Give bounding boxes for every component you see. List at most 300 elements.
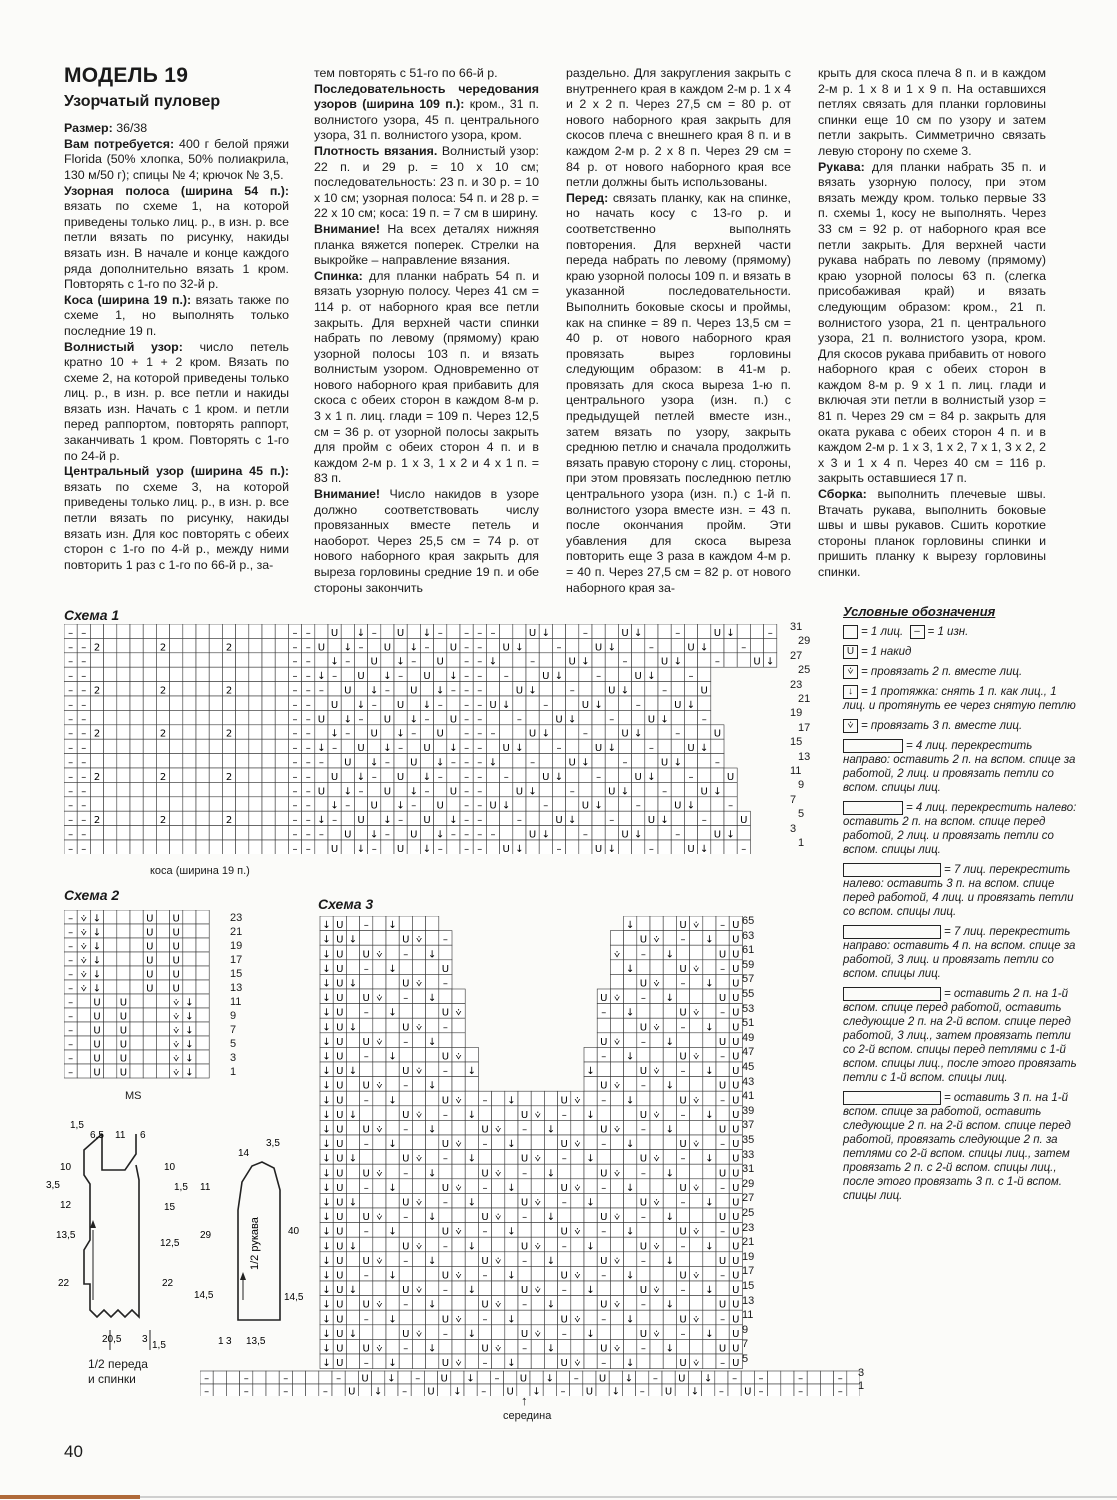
chart-symbol: ↓	[348, 1241, 358, 1253]
chart-symbol: –	[530, 656, 536, 668]
svg-text:3: 3	[226, 1336, 232, 1347]
chart-cell	[584, 1354, 597, 1369]
chart-cell	[452, 1106, 465, 1121]
chart-symbol: –	[635, 699, 641, 711]
chart-cell	[650, 1266, 663, 1281]
row-number: 5	[742, 1353, 749, 1365]
chart-symbol: –	[403, 1168, 409, 1180]
paragraph	[818, 487, 1046, 581]
chart-cell	[750, 638, 763, 652]
chart-cell	[156, 826, 169, 840]
chart-symbol: –	[363, 920, 369, 932]
chart-cell	[637, 916, 650, 931]
chart-cell	[650, 1354, 663, 1369]
chart-symbol: U	[402, 1022, 410, 1034]
chart-cell	[360, 974, 373, 989]
scheme-1-label: Схема 1	[64, 607, 120, 623]
chart-symbol: ↓	[541, 829, 550, 841]
chart-symbol: ⩒	[415, 1328, 423, 1340]
chart-cell	[249, 653, 262, 667]
chart-cell	[117, 653, 130, 667]
chart-symbol: ⩒	[495, 1124, 502, 1136]
chart-symbol: ⩒	[653, 1285, 660, 1297]
chart-cell	[703, 1077, 716, 1092]
chart-symbol: ⩒	[534, 1197, 541, 1209]
row-number: 17	[798, 721, 811, 734]
chart-cell	[486, 782, 499, 796]
chart-cell	[183, 710, 196, 724]
chart-cell	[531, 1135, 544, 1150]
chart-symbol: ⩒	[574, 1095, 581, 1107]
chart-symbol: U	[383, 714, 392, 726]
chart-symbol: –	[837, 1386, 843, 1396]
chart-cell	[592, 782, 605, 796]
chart-cell	[531, 1208, 544, 1223]
chart-symbol: –	[601, 1051, 607, 1063]
chart-symbol: ⩒	[376, 1168, 383, 1180]
chart-symbol: –	[292, 627, 298, 639]
chart-cell	[222, 667, 235, 681]
chart-cell	[412, 1354, 425, 1369]
chart-symbol: ↓	[626, 1139, 635, 1151]
chart-cell	[399, 960, 412, 975]
chart-cell	[624, 931, 637, 946]
chart-symbol: –	[561, 1241, 567, 1253]
chart-symbol: ↓	[383, 671, 392, 683]
chart-cell	[306, 1384, 319, 1396]
chart-symbol: U	[119, 1067, 128, 1079]
chart-cell	[434, 638, 447, 652]
chart-symbol: –	[305, 685, 311, 697]
legend-item-ssk: ↓ = 1 протяжка: снять 1 п. как лиц., 1 лиц. и протянуть ее через снятую петлю	[843, 686, 1076, 713]
chart-cell	[346, 1252, 359, 1267]
chart-symbol: ⩒	[534, 1241, 541, 1253]
chart-cell	[605, 754, 618, 768]
legend-item-knit-purl: = 1 лиц. – = 1 изн.	[843, 625, 1078, 639]
chart-symbol: –	[680, 1285, 686, 1297]
chart-cell	[505, 1164, 518, 1179]
chart-symbol: U	[679, 920, 687, 932]
chart-symbol: U	[93, 1011, 101, 1023]
chart-symbol: ↓	[568, 815, 577, 827]
chart-cell	[156, 980, 169, 994]
chart-symbol: U	[542, 771, 550, 783]
chart-cell	[275, 811, 288, 825]
chart-symbol: ⩒	[455, 1182, 462, 1194]
chart-symbol: ⩒	[653, 1153, 660, 1165]
chart-cell	[262, 739, 275, 753]
chart-cell	[650, 1091, 663, 1106]
row-number: 1	[230, 1066, 237, 1078]
chart-cell	[650, 1208, 663, 1223]
chart-symbol: –	[437, 771, 443, 783]
chart-cell	[249, 782, 262, 796]
chart-symbol: U	[608, 786, 616, 798]
chart-symbol: U	[336, 1080, 344, 1092]
chart-cell	[196, 782, 209, 796]
chart-cell	[183, 782, 196, 796]
chart-cell	[703, 1091, 716, 1106]
chart-symbol: –	[601, 1270, 607, 1282]
chart-cell	[684, 653, 697, 667]
chart-symbol: U	[718, 1212, 727, 1224]
chart-cell	[539, 638, 552, 652]
chart-cell	[662, 1371, 675, 1384]
chart-symbol: ↓	[185, 997, 194, 1009]
chart-cell	[399, 1047, 412, 1062]
chart-cell	[104, 653, 117, 667]
chart-cell	[209, 840, 222, 854]
legend-item-cross-4-right: = 4 лиц. перекрестить направо: оставить 2 п. на вспом. спице за работой, 2 лиц. и провязать петли со вспом. спицы лиц.	[843, 740, 1076, 795]
chart-symbol: ↓	[322, 1153, 331, 1165]
chart-cell	[368, 739, 381, 753]
chart-symbol: ⩒	[613, 1080, 621, 1092]
chart-cell	[90, 696, 103, 710]
chart-symbol: –	[720, 1007, 726, 1019]
chart-cell	[663, 1354, 676, 1369]
paragraph-text: для планки набрать 54 п. и вязать узорную полосу. Через 41 см = 114 р. от наборного края все петли закрыть. Для верхней части спинки набрать по левому (прямому) краю узорной полосы 103 п. и вязать волнистым узором. Одновременно от нового наборного края прибавить для скоса с обеих сторон в каждом 8-м р. 3 х 1 п. лиц. глади = 109 п. Через 12,5 см = 36 р. от узорной полосы закрыть для пройм с обеих сторон 4 п. и в каждом 2-м р. 1 х 3, 1 х 2 и 4 х 1 п. = 83 п.	[314, 268, 539, 486]
chart-cell	[373, 1325, 386, 1340]
chart-symbol: ⩒	[376, 1124, 383, 1136]
chart-cell	[399, 1091, 412, 1106]
chart-symbol: –	[481, 1386, 487, 1396]
chart-cell	[275, 710, 288, 724]
chart-cell	[407, 739, 420, 753]
chart-symbol: U	[489, 800, 497, 812]
chart-cell	[671, 811, 684, 825]
chart-symbol: –	[561, 1197, 567, 1209]
paragraph	[314, 487, 539, 596]
svg-text:20,5: 20,5	[102, 1334, 122, 1345]
chart-symbol: –	[601, 1182, 607, 1194]
chart-symbol: –	[411, 800, 417, 812]
chart-symbol: –	[720, 1182, 726, 1194]
chart-symbol: U	[402, 1197, 410, 1209]
chart-cell	[711, 840, 724, 854]
chart-cell	[447, 768, 460, 782]
chart-cell	[566, 624, 579, 638]
chart-symbol: ↓	[507, 1139, 516, 1151]
chart-cell	[584, 1135, 597, 1150]
cross-7-left-symbol-icon	[843, 863, 941, 877]
chart-cell	[262, 667, 275, 681]
chart-cell	[452, 1296, 465, 1311]
chart-symbol: –	[573, 1373, 579, 1385]
chart-cell	[624, 945, 637, 960]
chart-symbol: ↓	[322, 1007, 331, 1019]
chart-symbol: ↓	[626, 1226, 635, 1238]
chart-cell	[663, 1237, 676, 1252]
chart-cell	[420, 797, 433, 811]
chart-symbol: –	[714, 757, 720, 769]
chart-symbol: –	[363, 1270, 369, 1282]
chart-symbol: U	[449, 642, 458, 654]
chart-cell	[434, 710, 447, 724]
chart-symbol: U	[362, 1080, 370, 1092]
chart-cell	[156, 653, 169, 667]
chart-symbol: –	[490, 829, 496, 841]
chart-cell	[275, 826, 288, 840]
chart-cell	[518, 1091, 531, 1106]
chart-cell	[684, 624, 697, 638]
chart-symbol: ↓	[374, 1386, 383, 1396]
chart-cell	[183, 966, 196, 980]
chart-cell	[117, 966, 130, 980]
chart-cell	[703, 1339, 716, 1354]
chart-symbol: ⩒	[613, 949, 621, 961]
legend-item-cross-complex-2: = оставить 3 п. на 1-й вспом. спице за работой, оставить следующие 2 п. на 2-й вспом. спице перед работой, провязать следующие 2 п. за петлями со 2-й вспом. спицы лиц., затем провязать 2 п. с 2-й вспом. спицы лиц., после этого провязать 3 п. с 1-й вспом. спицы лиц.	[843, 1092, 1071, 1203]
chart-symbol: U	[336, 1358, 344, 1370]
chart-symbol: U	[481, 1212, 489, 1224]
chart-cell	[544, 1135, 557, 1150]
chart-symbol: –	[482, 1095, 488, 1107]
chart-symbol: ↓	[586, 1066, 595, 1078]
chart-cell	[610, 1193, 623, 1208]
legend-title: Условные обозначения	[843, 604, 996, 619]
chart-cell	[183, 811, 196, 825]
chart-cell	[690, 1018, 703, 1033]
chart-cell	[117, 624, 130, 638]
chart-symbol: –	[482, 1226, 488, 1238]
chart-symbol: U	[753, 656, 761, 668]
row-number: 23	[742, 1221, 755, 1234]
chart-cell	[292, 1371, 305, 1384]
chart-cell	[386, 1339, 399, 1354]
chart-symbol: ↓	[502, 800, 511, 812]
chart-cell	[346, 916, 359, 931]
chart-cell	[196, 754, 209, 768]
chart-symbol: ↓	[581, 757, 590, 769]
chart-cell	[426, 1193, 439, 1208]
chart-cell	[526, 667, 539, 681]
chart-symbol: ⩒	[376, 1343, 383, 1355]
chart-cell	[130, 638, 143, 652]
chart-cell	[703, 1296, 716, 1311]
chart-cell	[236, 710, 249, 724]
chart-cell	[236, 667, 249, 681]
chart-symbol: –	[522, 1299, 528, 1311]
chart-cell	[698, 797, 711, 811]
chart-cell	[130, 1036, 143, 1050]
chart-cell	[464, 1384, 477, 1396]
chart-cell	[196, 624, 209, 638]
chart-symbol: ↓	[705, 1328, 714, 1340]
chart-cell	[77, 1064, 90, 1078]
chart-symbol: U	[732, 949, 740, 961]
chart-cell	[676, 1033, 689, 1048]
paragraph-heading: Коса (ширина 19 п.):	[64, 292, 192, 307]
paragraph-heading: Узорная полоса (ширина 54 п.):	[64, 183, 289, 198]
chart-symbol: U	[713, 728, 722, 740]
chart-cell	[249, 840, 262, 854]
chart-cell	[426, 960, 439, 975]
chart-cell	[117, 638, 130, 652]
chart-symbol: U	[449, 714, 458, 726]
chart-symbol: U	[520, 1285, 529, 1297]
chart-cell	[544, 1325, 557, 1340]
chart-cell	[637, 1091, 650, 1106]
chart-symbol: –	[680, 1022, 686, 1034]
chart-cell	[117, 840, 130, 854]
chart-symbol: U	[679, 1051, 687, 1063]
chart-cell	[624, 1208, 637, 1223]
chart-cell	[597, 1325, 610, 1340]
chart-symbol: ↓	[322, 978, 331, 990]
chart-symbol: U	[732, 1036, 740, 1048]
chart-cell	[196, 638, 209, 652]
chart-symbol: ⩒	[693, 1182, 700, 1194]
chart-cell	[346, 1296, 359, 1311]
chart-cell	[420, 725, 433, 739]
chart-symbol: U	[146, 913, 154, 925]
chart-symbol: ↓	[428, 949, 437, 961]
paragraph-text: На всех деталях нижняя планка вяжется поперек. Стрелки на выкройке – направление вязания.	[314, 221, 539, 268]
chart-cell	[492, 1091, 505, 1106]
chart-cell	[465, 1120, 478, 1135]
chart-symbol: U	[555, 815, 563, 827]
chart-symbol: ↓	[626, 1358, 635, 1370]
chart-cell	[584, 1223, 597, 1238]
chart-cell	[90, 797, 103, 811]
chart-symbol: –	[81, 829, 87, 841]
chart-cell	[354, 682, 367, 696]
chart-cell	[373, 1281, 386, 1296]
chart-symbol: –	[543, 800, 549, 812]
chart-cell	[346, 1354, 359, 1369]
chart-symbol: ⩒	[376, 993, 383, 1005]
row-number: 21	[230, 926, 243, 938]
chart-cell	[663, 1106, 676, 1121]
chart-symbol: –	[720, 1095, 726, 1107]
chart-cell	[531, 1179, 544, 1194]
chart-symbol: ↓	[388, 1095, 397, 1107]
chart-symbol: –	[680, 1197, 686, 1209]
chart-cell	[407, 768, 420, 782]
chart-symbol: U	[732, 1285, 740, 1297]
chart-symbol: 2	[159, 642, 167, 654]
chart-cell	[130, 826, 143, 840]
chart-cell	[183, 924, 196, 938]
chart-cell	[183, 980, 196, 994]
chart-cell	[143, 624, 156, 638]
chart-symbol: U	[732, 1153, 740, 1165]
chart-cell	[500, 725, 513, 739]
chart-symbol: ↓	[322, 949, 331, 961]
chart-cell	[531, 1091, 544, 1106]
chart-symbol: U	[600, 1168, 608, 1180]
paragraph	[64, 340, 289, 465]
chart-cell	[610, 1237, 623, 1252]
chart-cell	[566, 797, 579, 811]
chart-cell	[711, 739, 724, 753]
chart-symbol: U	[336, 1241, 344, 1253]
svg-text:14,5: 14,5	[194, 1290, 214, 1301]
chart-symbol: ↓	[428, 1255, 437, 1267]
chart-cell	[505, 1106, 518, 1121]
chart-cell	[426, 1325, 439, 1340]
chart-cell	[341, 696, 354, 710]
chart-symbol: U	[330, 771, 339, 783]
chart-symbol: U	[560, 1095, 568, 1107]
chart-cell	[650, 1135, 663, 1150]
chart-cell	[439, 1252, 452, 1267]
chart-cell	[426, 1266, 439, 1281]
chart-symbol: ⩒	[415, 934, 423, 946]
chart-symbol: U	[436, 800, 444, 812]
chart-cell	[658, 696, 671, 710]
chart-symbol: ↓	[322, 1036, 331, 1048]
chart-cell	[262, 725, 275, 739]
chart-symbol: U	[639, 1066, 648, 1078]
chart-symbol: U	[336, 1036, 344, 1048]
chart-symbol: –	[639, 1386, 645, 1396]
chart-symbol: U	[336, 1139, 344, 1151]
chart-symbol: –	[437, 699, 443, 711]
chart-cell	[386, 1252, 399, 1267]
chart-symbol: –	[477, 699, 483, 711]
chart-cell	[90, 667, 103, 681]
chart-cell	[452, 1120, 465, 1135]
chart-cell	[703, 989, 716, 1004]
chart-cell	[183, 653, 196, 667]
chart-symbol: –	[403, 993, 409, 1005]
chart-cell	[426, 1237, 439, 1252]
chart-cell	[632, 782, 645, 796]
chart-symbol: U	[718, 993, 727, 1005]
chart-symbol: ↓	[665, 993, 674, 1005]
chart-symbol: ⩒	[415, 1285, 423, 1297]
chart-cell	[373, 974, 386, 989]
chart-symbol: U	[410, 829, 418, 841]
chart-symbol: ⩒	[495, 1212, 502, 1224]
chart-cell	[486, 739, 499, 753]
chart-cell	[412, 1120, 425, 1135]
paragraph-heading: Спинка:	[314, 268, 363, 283]
chart-symbol: U	[336, 934, 344, 946]
chart-cell	[226, 1371, 239, 1384]
chart-cell	[571, 1193, 584, 1208]
chart-symbol: U	[502, 642, 510, 654]
chart-cell	[275, 624, 288, 638]
chart-cell	[579, 768, 592, 782]
chart-symbol: ↓	[647, 771, 656, 783]
column-3-body	[566, 66, 791, 596]
chart-cell	[703, 1354, 716, 1369]
chart-symbol: –	[560, 1386, 566, 1396]
chart-symbol: –	[477, 800, 483, 812]
chart-cell	[566, 696, 579, 710]
chart-cell	[592, 682, 605, 696]
chart-cell	[434, 782, 447, 796]
chart-symbol: U	[440, 1373, 448, 1385]
chart-cell	[663, 1179, 676, 1194]
chart-symbol: –	[283, 1373, 289, 1385]
chart-symbol: –	[503, 671, 509, 683]
chart-cell	[426, 1354, 439, 1369]
chart-symbol: ↓	[428, 1212, 437, 1224]
chart-cell	[262, 840, 275, 854]
chart-symbol: U	[489, 699, 497, 711]
chart-cell	[373, 1062, 386, 1077]
chart-symbol: –	[490, 728, 496, 740]
chart-cell	[724, 811, 737, 825]
chart-cell	[341, 811, 354, 825]
chart-cell	[346, 1047, 359, 1062]
chart-cell	[597, 1150, 610, 1165]
chart-symbol: 2	[93, 685, 101, 697]
chart-cell	[439, 1208, 452, 1223]
chart-symbol: U	[336, 1168, 344, 1180]
